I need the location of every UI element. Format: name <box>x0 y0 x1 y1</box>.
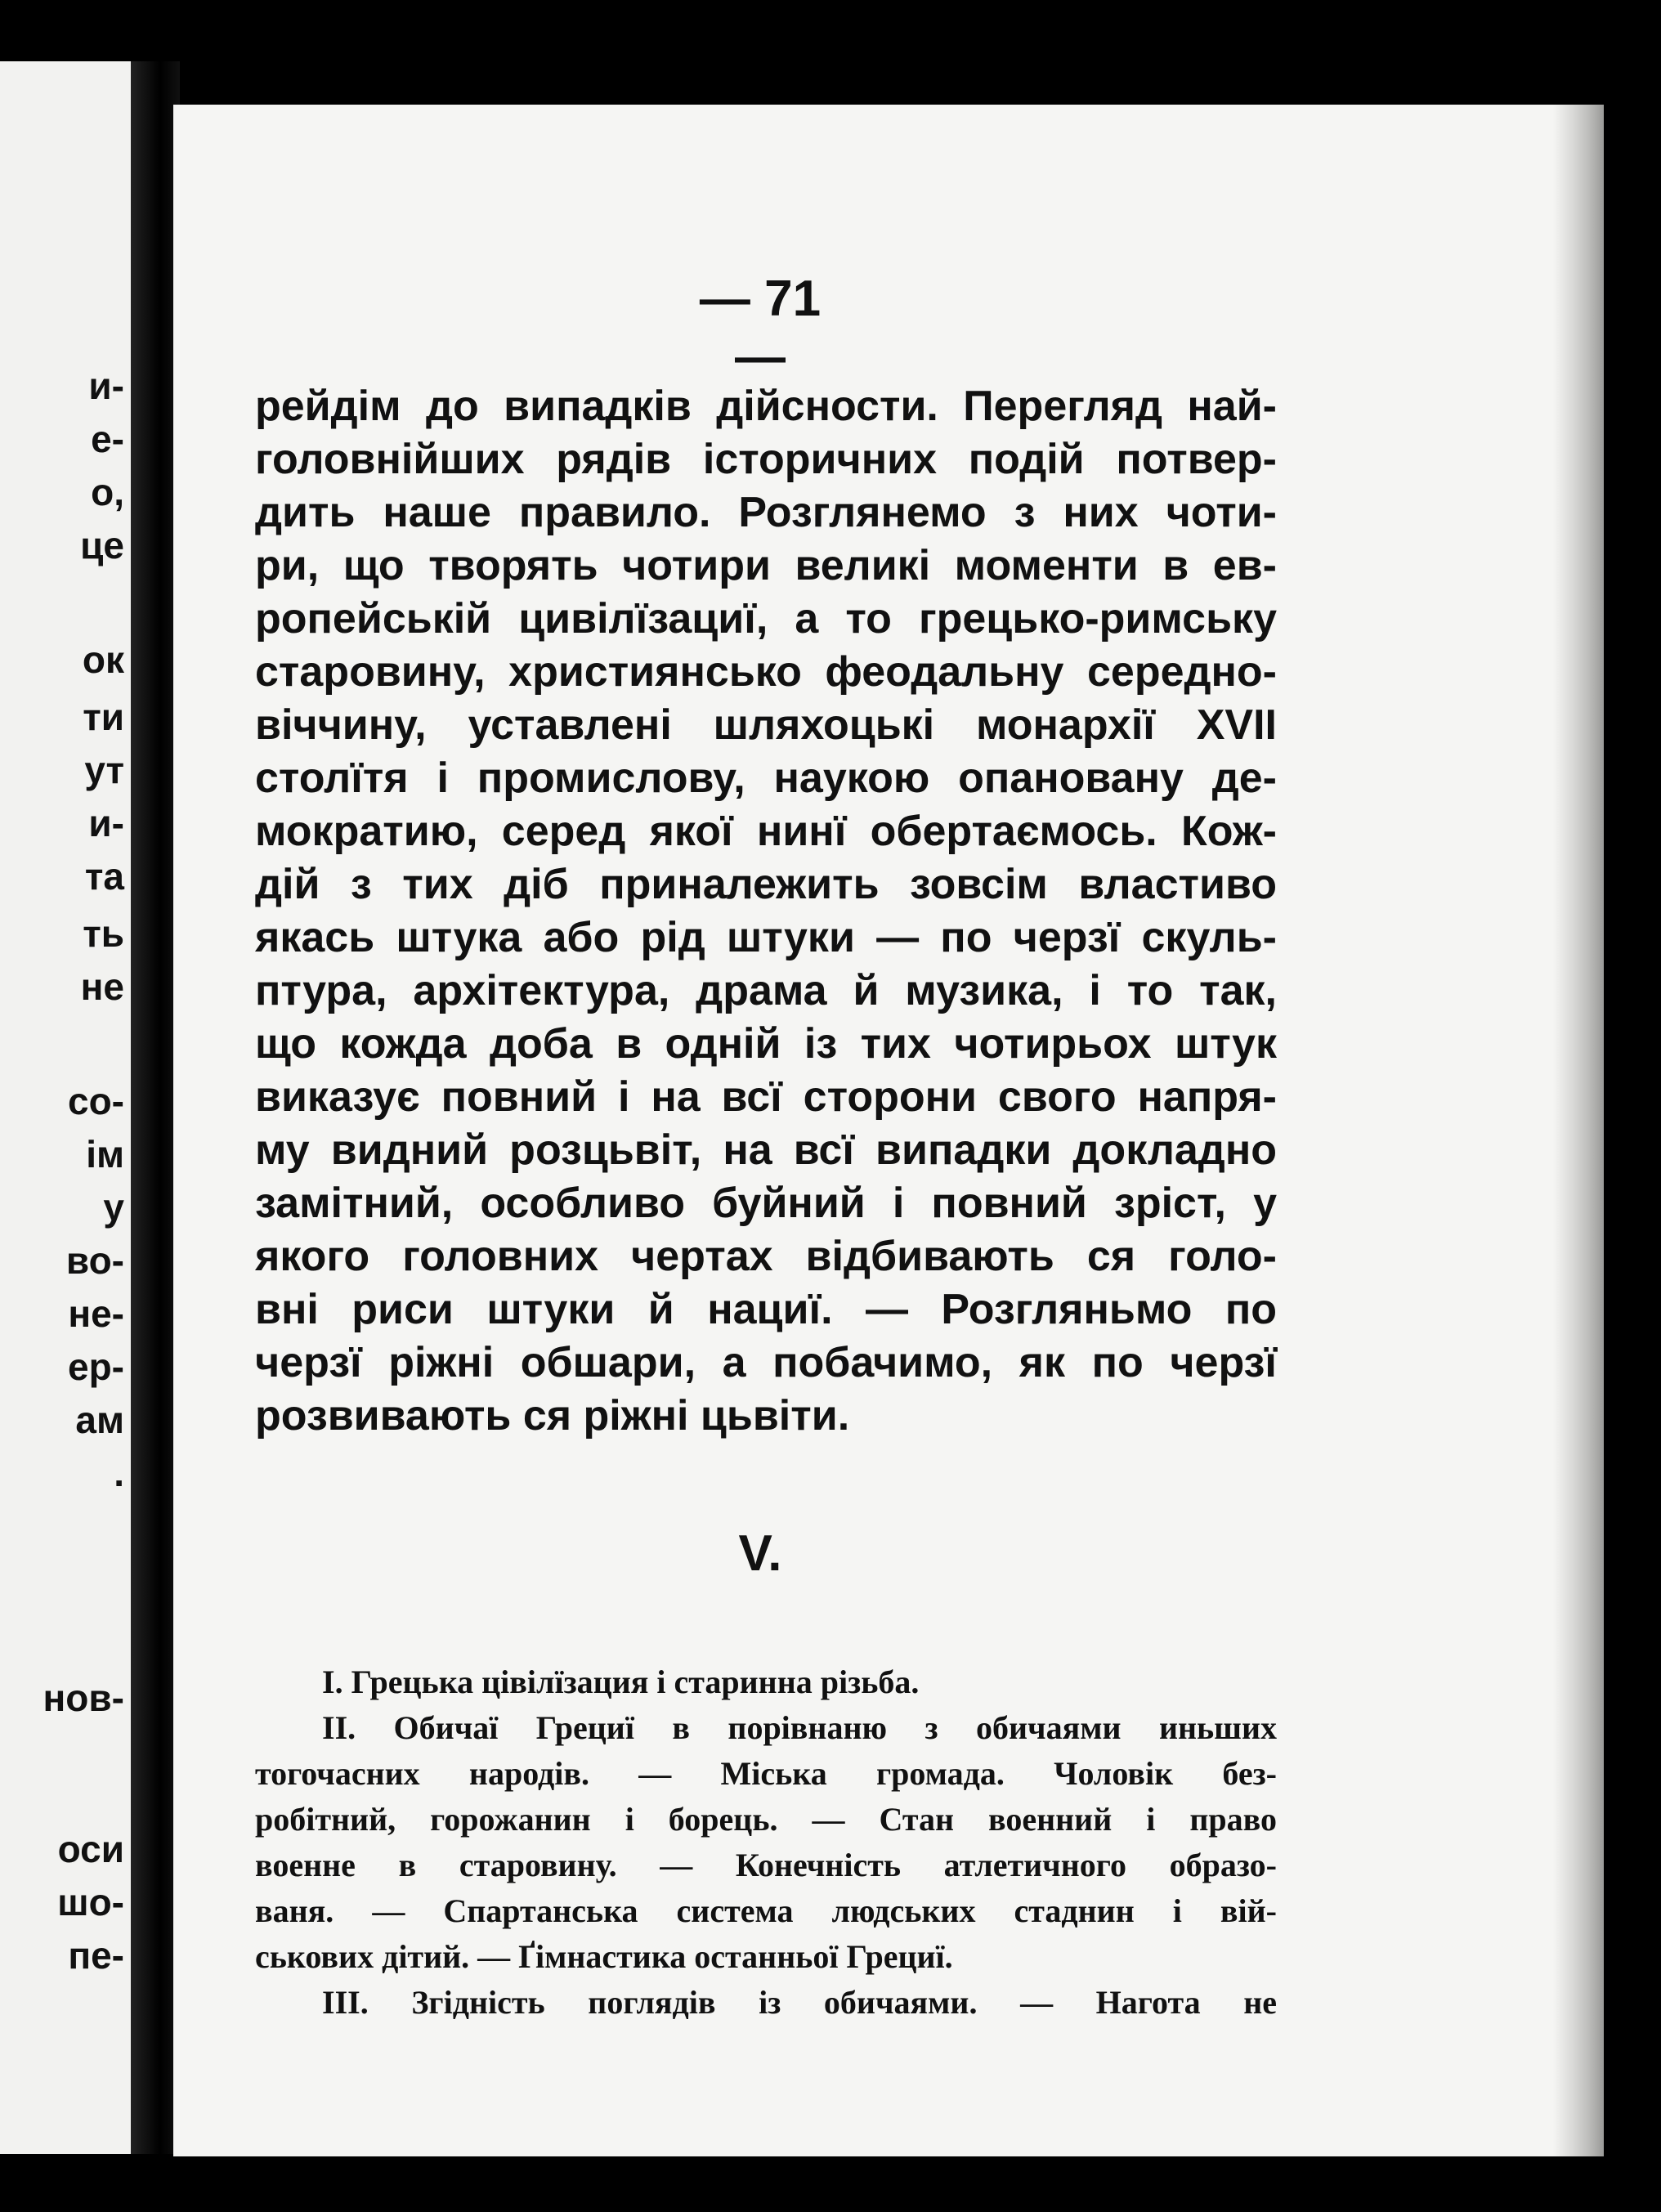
contents-line: ськових дітий. — Ґімнастика останньої Грециї. <box>255 1938 953 1975</box>
facing-page-text-fragment: це <box>80 524 124 566</box>
facing-page-text-fragment: не- <box>68 1292 124 1335</box>
page-number: — 71 — <box>699 271 822 385</box>
facing-page-text-fragment: ам <box>75 1399 124 1441</box>
facing-page-text-fragment: ер- <box>68 1346 124 1388</box>
facing-page-text-fragment: ут <box>84 749 124 791</box>
facing-page-text-fragment: и- <box>88 365 124 407</box>
body-line: вні риси штуки й нациї. — Розгляньмо по <box>255 1286 1277 1333</box>
facing-page-text-fragment: о, <box>91 471 124 513</box>
body-line: черзї ріжні обшари, а побачимо, як по черзї <box>255 1339 1277 1386</box>
body-line: дить наше правило. Розглянемо з них чоти- <box>255 489 1277 536</box>
facing-page-text-fragment: и- <box>88 802 124 844</box>
facing-page-fragment <box>0 61 131 2154</box>
body-line: дій з тих діб приналежить зовсім властиво <box>255 861 1277 908</box>
body-line: розвивають ся ріжні цьвіти. <box>255 1392 850 1440</box>
page-edge <box>1553 105 1604 2156</box>
body-line: головнійших рядів історичних подій потвер- <box>255 436 1277 483</box>
body-text <box>255 380 1277 1443</box>
body-line: ри, що творять чотири великі моменти в ев- <box>255 542 1277 589</box>
facing-page-text-fragment: ть <box>83 912 124 955</box>
contents-line: ваня. — Спартанська система людських стаднин і вій- <box>255 1892 1277 1929</box>
facing-page-text-fragment: ок <box>82 638 124 681</box>
body-line: столїтя і промислову, наукою опановану де- <box>255 754 1277 802</box>
body-line: якого головних чертах відбивають ся голо- <box>255 1233 1277 1280</box>
facing-page-text-fragment: не <box>80 965 124 1008</box>
facing-page-text-fragment: у <box>103 1186 124 1229</box>
contents-line: военне в старовину. — Конечність атлетичного образо- <box>255 1847 1277 1883</box>
facing-page-text-fragment: ти <box>83 696 124 738</box>
facing-page-text-fragment: пе- <box>68 1934 124 1977</box>
body-line: му видний розцьвіт, на всї випадки докладно <box>255 1126 1277 1174</box>
body-line: ропейській цивілїзациї, а то грецько-римську <box>255 595 1277 643</box>
facing-page-text-fragment: шо- <box>57 1881 124 1923</box>
body-line: мократию, серед якої нинї обертаємось. Кож- <box>255 808 1277 855</box>
body-line: старовину, християнсько феодальну середно- <box>255 648 1277 696</box>
body-line: віччину, уставлені шляхоцькі монархії XVII <box>255 701 1277 749</box>
facing-page-text-fragment: . <box>114 1452 124 1494</box>
section-heading: V. <box>738 1525 782 1582</box>
body-line: виказує повний і на всї сторони свого напря- <box>255 1073 1277 1121</box>
body-line: рейдім до випадків дійсности. Перегляд най- <box>255 383 1277 430</box>
body-line: замітний, особливо буйний і повний зріст, у <box>255 1180 1277 1227</box>
facing-page-text-fragment: со- <box>68 1080 124 1122</box>
body-line: птура, архітектура, драма й музика, і то так, <box>255 967 1277 1014</box>
body-line: що кожда доба в одній із тих чотирьох штук <box>255 1020 1277 1068</box>
contents-line: III. Згідність поглядів із обичаями. — Нагота не <box>322 1984 1277 2021</box>
facing-page-text-fragment: е- <box>91 418 124 460</box>
facing-page-text-fragment: во- <box>65 1239 124 1282</box>
facing-page-text-fragment: та <box>84 855 124 898</box>
facing-page-text-fragment: ім <box>86 1133 124 1175</box>
contents-line: II. Обичаї Грециї в порівнаню з обичаями иньших <box>322 1709 1277 1746</box>
facing-page-text-fragment: оси <box>57 1828 124 1870</box>
contents-line: робітний, горожанин і борець. — Стан военний і право <box>255 1801 1277 1838</box>
contents-line: тогочасних народів. — Міська громада. Чоловік без- <box>255 1755 1277 1792</box>
chapter-contents <box>255 1659 1277 2026</box>
book-gutter <box>131 61 180 2154</box>
body-line: якась штука або рід штуки — по черзї скуль- <box>255 914 1277 961</box>
contents-line: I. Грецька цівілїзация і старинна різьба. <box>322 1663 920 1700</box>
facing-page-text-fragment: нов- <box>43 1677 124 1719</box>
